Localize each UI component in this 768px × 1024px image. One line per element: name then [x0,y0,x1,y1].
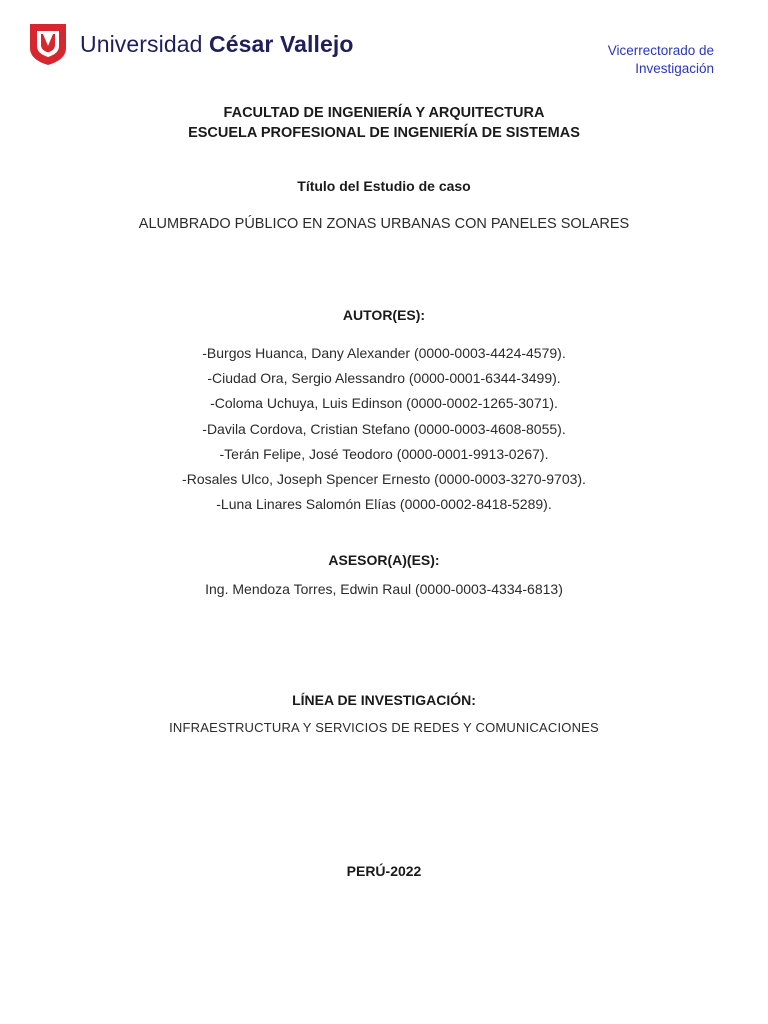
school-name: ESCUELA PROFESIONAL DE INGENIERÍA DE SISTEMAS [188,125,580,141]
author-item: -Rosales Ulco, Joseph Spencer Ernesto (0000-0003-3270-9703). [182,471,586,488]
university-name [80,31,354,58]
research-line-heading: LÍNEA DE INVESTIGACIÓN: [292,692,476,708]
author-item: -Coloma Uchuya, Luis Edinson (0000-0002-1265-3071). [210,395,558,412]
university-name-bold: César Vallejo [209,30,354,57]
vicerrectorado-line-2: Investigación [635,61,714,76]
university-logo [28,22,354,66]
author-item: -Terán Felipe, José Teodoro (0000-0001-9913-0267). [219,445,549,462]
author-item: -Luna Linares Salomón Elías (0000-0002-8418-5289). [216,496,552,513]
author-item: -Burgos Huanca, Dany Alexander (0000-0003-4424-4579). [202,345,566,361]
authors-heading: AUTOR(ES): [342,307,426,323]
advisor-name: Ing. Mendoza Torres, Edwin Raul (0000-0003-4334-6813) [205,581,563,597]
author-item: -Ciudad Ora, Sergio Alessandro (0000-0001-6344-3499). [207,370,561,387]
university-name-light: Universidad [80,30,210,57]
place-year: PERÚ-2022 [346,863,422,879]
university-crest-icon [28,22,68,66]
case-title: ALUMBRADO PÚBLICO EN ZONAS URBANAS CON PANELES SOLARES [138,216,630,232]
vicerrectorado-line-1: Vicerrectorado de [607,43,714,58]
author-item: -Davila Cordova, Cristian Stefano (0000-0003-4608-8055). [202,420,566,437]
case-title-label: Título del Estudio de caso [297,178,471,194]
vicerrectorado-label [608,42,714,78]
research-line-value: INFRAESTRUCTURA Y SERVICIOS DE REDES Y COMUNICACIONES [169,720,599,735]
authors-list [0,341,768,517]
faculty-name: FACULTAD DE INGENIERÍA Y ARQUITECTURA [223,105,545,121]
faculty-heading [0,103,768,143]
advisors-heading: ASESOR(A)(ES): [328,552,440,568]
